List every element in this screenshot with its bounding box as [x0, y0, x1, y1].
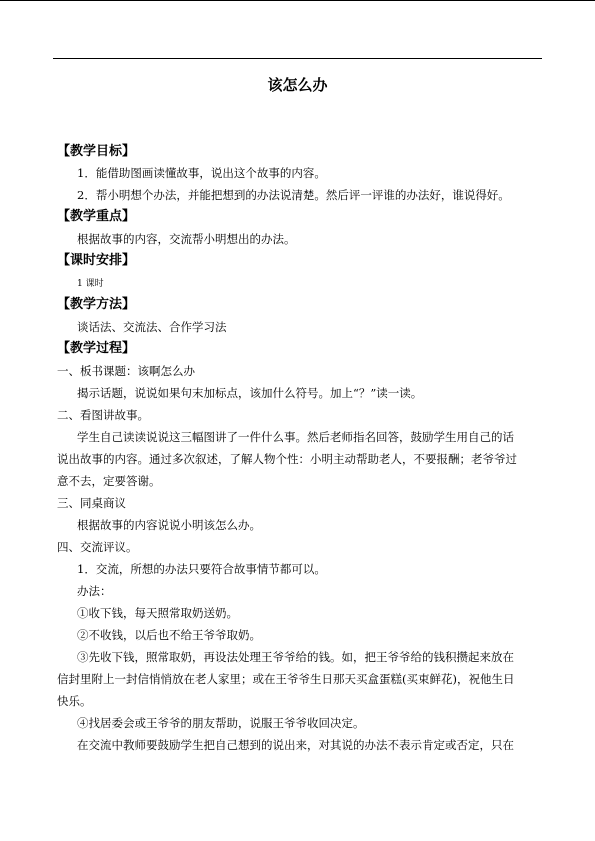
schedule-text: 1 课时 [77, 279, 104, 289]
process-line: 一、板书课题：该啊怎么办 [57, 364, 195, 378]
process-line: ④找居委会或王爷爷的朋友帮助，说服王爷爷收回决定。 [77, 716, 365, 730]
process-line: 快乐。 [57, 694, 92, 708]
process-line: 根据故事的内容说说小明该怎么办。 [77, 518, 261, 532]
process-line: 意不去，定要答谢。 [57, 474, 161, 488]
heading-process: 【教学过程】 [57, 341, 136, 356]
heading-key-points: 【教学重点】 [57, 209, 136, 224]
process-line: ③先收下钱，照常取奶，再设法处理王爷爷给的钱。如，把王爷爷给的钱积攒起来放在 [77, 650, 514, 664]
key-points-text: 根据故事的内容，交流帮小明想出的办法。 [77, 232, 296, 246]
page-title: 该怎么办 [267, 76, 328, 94]
header-rule [53, 58, 542, 59]
goal-item-2: 2．帮小明想个办法，并能把想到的办法说清楚。然后评一评谁的办法好，谁说得好。 [77, 188, 510, 202]
process-line: 说出故事的内容。通过多次叙述，了解人物个性：小明主动帮助老人，不要报酬；老爷爷过 [57, 452, 517, 466]
process-line: 学生自己读读说说这三幅图讲了一件什么事。然后老师指名回答，鼓励学生用自己的话 [77, 430, 514, 444]
process-line: 1．交流，所想的办法只要符合故事情节都可以。 [77, 562, 326, 576]
heading-goals: 【教学目标】 [57, 144, 136, 159]
heading-methods: 【教学方法】 [57, 297, 136, 312]
process-line: 三、同桌商议 [57, 496, 126, 510]
process-line: ①收下钱，每天照常取奶送奶。 [77, 606, 238, 620]
process-line: 办法： [77, 584, 112, 598]
methods-text: 谈话法、交流法、合作学习法 [77, 320, 227, 334]
process-line: 在交流中教师要鼓励学生把自己想到的说出来，对其说的办法不表示肯定或否定，只在 [77, 738, 514, 752]
goal-item-1: 1．能借助图画读懂故事，说出这个故事的内容。 [77, 166, 326, 180]
process-line: 信封里附上一封信悄悄放在老人家里；或在王爷爷生日那天买盒蛋糕(买束鲜花)，祝他生日 [57, 672, 515, 686]
page-top-border [0, 0, 595, 1]
process-line: 二、看图讲故事。 [57, 408, 149, 422]
process-line: 揭示话题，说说如果句末加标点，该加什么符号。加上“？”读一读。 [77, 386, 423, 400]
process-line: 四、交流评议。 [57, 540, 138, 554]
process-line: ②不收钱，以后也不给王爷爷取奶。 [77, 628, 261, 642]
heading-schedule: 【课时安排】 [57, 253, 136, 268]
